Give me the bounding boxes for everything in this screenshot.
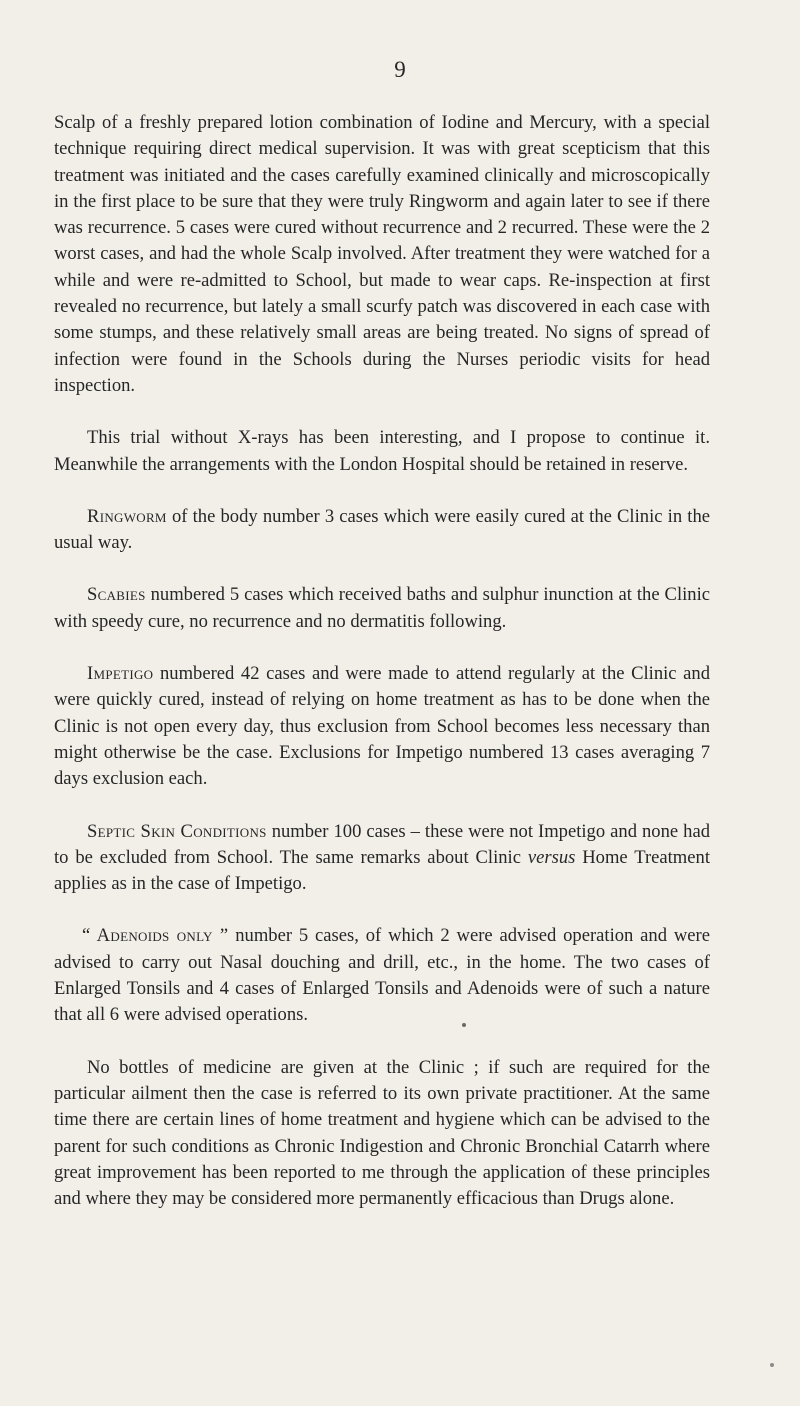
paragraph-ringworm-body: [54, 504, 710, 557]
paragraph-adenoids: [54, 923, 710, 1028]
text-septic-skin-end: Home Treatment applies as in the case of Impetigo.: [54, 846, 710, 895]
heading-adenoids: “ Adenoids only ”: [82, 925, 229, 947]
text-impetigo: numbered 42 cases and were made to attend regularly at the Clinic and were quickly cured, instead of relying on home treatment as has to be done when the Clinic is not open every day, thus exclusion from School becomes less necessary than might otherwise be the case. Exclusions for Impetigo numbered 13 cases averaging 7 days exclusion each.: [54, 663, 710, 790]
text-scabies: numbered 5 cases which received baths and sulphur inunction at the Clinic with speedy cure, no recurrence and no dermatitis following.: [54, 584, 710, 632]
print-speck-corner: [770, 1363, 774, 1367]
heading-impetigo: Impetigo: [87, 663, 154, 685]
page-number: 9: [394, 57, 406, 82]
paragraph-medicine-policy: No bottles of medicine are given at the Clinic ; if such are required for the particular ailment then the case is referred to its own private practitioner. At the same time there are certain lines of home treatment and hygiene which can be advised to the parent for such conditions as Chronic Indigestion and Chronic Bronchial Catarrh where great improvement has been reported to me through the application of these principles and where they may be considered more permanently efficacious than Drugs alone.: [54, 1056, 710, 1210]
paragraph-septic-skin: [54, 819, 710, 898]
paragraph-scalp-treatment: Scalp of a freshly prepared lotion combination of Iodine and Mercury, with a special technique requiring direct medical supervision. It was with great scepticism that this treatment was initiated and the cases carefully examined clinically and microscopically in the first place to be sure that they were truly Ringworm and again later to see if there was recurrence. 5 cases were cured without recurrence and 2 recurred. These were the 2 worst cases, and had the whole Scalp involved. After treatment they were watched for a while and were re-admitted to School, but made to wear caps. Re-inspection at first revealed no recurrence, but lately a small scurfy patch was discovered in each case with some stumps, and these relatively small areas are being treated. No signs of spread of infection were found in the Schools during the Nurses periodic visits for head inspection.: [54, 112, 710, 396]
text-adenoids: number 5 cases, of which 2 were advised operation and were advised to carry out Nasal douching and drill, etc., in the home. The two cases of Enlarged Tonsils and 4 cases of Enlarged Tonsils and Adenoids were of such a nature that all 6 were advised operations.: [54, 925, 710, 1026]
text-ringworm: of the body number 3 cases which were easily cured at the Clinic in the usual way.: [54, 505, 710, 554]
paragraph-impetigo: [54, 661, 710, 792]
paragraph-xray-trial: This trial without X-rays has been interesting, and I propose to continue it. Meanwhile the arrangements with the London Hospital should be retained in reserve.: [54, 427, 710, 475]
heading-scabies: Scabies: [87, 584, 146, 606]
print-speck: [462, 1023, 466, 1027]
heading-ringworm: Ringworm: [87, 505, 167, 527]
text-versus: versus: [527, 846, 576, 868]
heading-septic-skin: Septic Skin Conditions: [87, 820, 267, 842]
paragraph-scabies: [54, 582, 710, 635]
text-septic-skin: number 100 cases – these were not Impetigo and none had to be excluded from School. The same remarks about Clinic: [54, 820, 711, 868]
